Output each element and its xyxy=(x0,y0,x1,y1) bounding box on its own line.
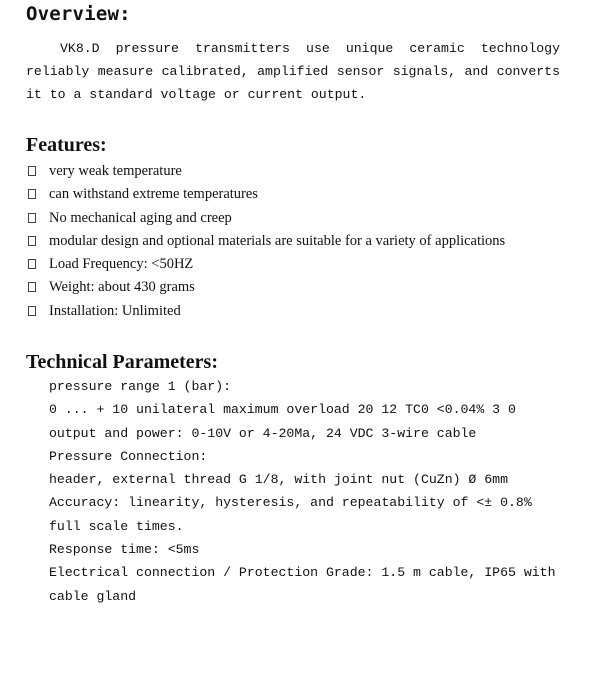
overview-paragraph: VK8.D pressure transmitters use unique ceramic technology reliably measure calibrated, amplified sensor signals, and converts it to a standard voltage or current output. xyxy=(26,41,560,102)
bullet-box-icon xyxy=(28,259,36,269)
feature-item-text: No mechanical aging and creep xyxy=(49,209,232,226)
technical-parameter-line: output and power: 0-10V or 4-20Ma, 24 VDC 3-wire cable xyxy=(49,425,477,441)
bullet-box-icon xyxy=(28,189,36,199)
feature-item-text: Installation: Unlimited xyxy=(49,302,181,319)
bullet-box-icon xyxy=(28,306,36,316)
technical-parameter-line: Accuracy: linearity, hysteresis, and repeatability of <± 0.8% full scale times. xyxy=(49,495,532,534)
feature-item-text: modular design and optional materials are suitable for a variety of applications xyxy=(49,232,506,249)
feature-item-text: can withstand extreme temperatures xyxy=(49,186,258,203)
technical-parameter-line: Electrical connection / Protection Grade: 1.5 m cable, IP65 with cable gland xyxy=(49,565,556,604)
bullet-box-icon xyxy=(28,236,36,246)
technical-parameters-list xyxy=(49,375,561,608)
bullet-box-icon xyxy=(28,282,36,292)
feature-item-text: Weight: about 430 grams xyxy=(49,279,195,296)
technical-parameter-line: Pressure Connection: xyxy=(49,448,208,464)
technical-parameter-line: 0 ... + 10 unilateral maximum overload 20 12 TC0 <0.04% 3 0 xyxy=(49,402,516,418)
technical-parameter-line: header, external thread G 1/8, with joint nut (CuZn) Ø 6mm xyxy=(49,472,508,488)
technical-parameter-line: pressure range 1 (bar): xyxy=(49,379,232,394)
bullet-box-icon xyxy=(28,166,36,176)
feature-item-text: very weak temperature xyxy=(49,163,182,179)
feature-item-text: Load Frequency: <50HZ xyxy=(49,256,194,273)
technical-parameters-heading: Technical Parameters: xyxy=(26,351,218,373)
bullet-box-icon xyxy=(28,213,36,223)
technical-parameter-line: Response time: <5ms xyxy=(49,542,200,558)
overview-heading: Overview: xyxy=(26,3,131,25)
features-heading: Features: xyxy=(26,134,107,156)
